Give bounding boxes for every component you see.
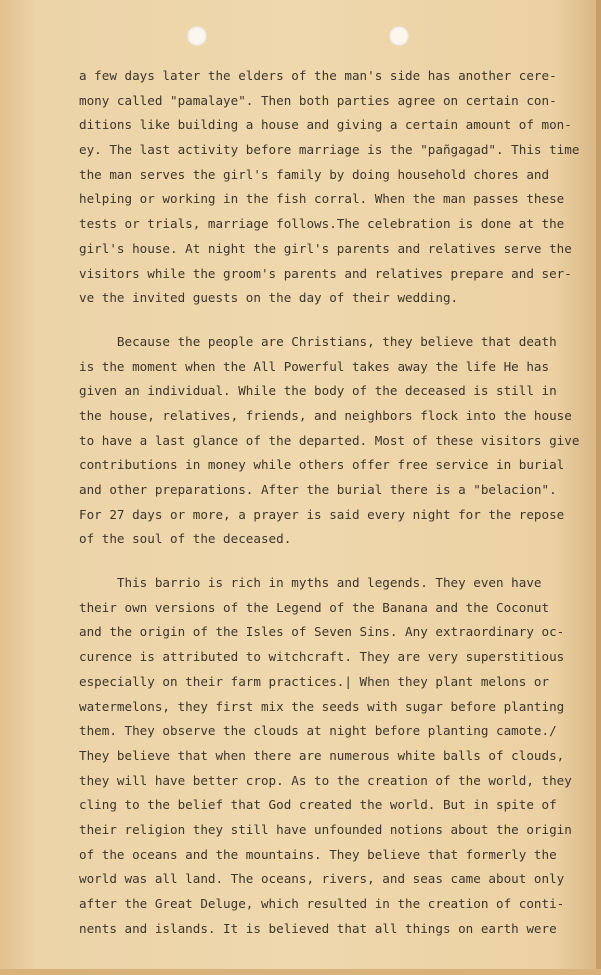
body-text (79, 64, 579, 941)
paper-edge-right (596, 0, 601, 975)
text-line: they will have better crop. As to the creation of the world, they (79, 772, 572, 788)
paragraph-death-customs (79, 330, 579, 552)
text-line: especially on their farm practices.| When they plant melons or (79, 673, 550, 689)
text-line: the house, relatives, friends, and neighbors flock into the house (79, 407, 572, 423)
text-line: ve the invited guests on the day of their wedding. (79, 290, 459, 306)
text-line: given an individual. While the body of the deceased is still in (79, 383, 557, 399)
text-line: For 27 days or more, a prayer is said every night for the repose (79, 506, 565, 522)
text-line: girl's house. At night the girl's parents and relatives serve the (79, 240, 572, 256)
text-line: to have a last glance of the departed. Most of these visitors give (79, 432, 580, 448)
text-line: after the Great Deluge, which resulted in the creation of conti- (79, 896, 565, 911)
binder-hole-right (389, 26, 409, 46)
text-line: their own versions of the Legend of the Banana and the Coconut (79, 599, 550, 615)
paper-edge-bottom (0, 969, 601, 975)
text-line: a few days later the elders of the man's side has another cere- (79, 68, 557, 83)
text-line: helping or working in the fish corral. When the man passes these (79, 191, 565, 207)
paragraph-myths-legends (79, 571, 579, 941)
text-line: cling to the belief that God created the world. But in spite of (79, 797, 557, 813)
text-line: watermelons, they first mix the seeds with sugar before planting (79, 698, 565, 714)
text-line: contributions in money while others offer free service in burial (79, 457, 565, 473)
paragraph-marriage (79, 64, 579, 311)
text-line: and the origin of the Isles of Seven Sins. Any extraordinary oc- (79, 624, 565, 640)
text-line: and other preparations. After the burial there is a "belacion". (79, 482, 557, 497)
text-line: is the moment when the All Powerful takes away the life He has (79, 358, 550, 374)
text-line: Because the people are Christians, they believe that death (79, 333, 557, 349)
text-line: of the oceans and the mountains. They believe that formerly the (79, 846, 557, 862)
text-line: mony called "pamalaye". Then both parties agree on certain con- (79, 92, 557, 108)
text-line: ditions like building a house and giving a certain amount of mon- (79, 117, 572, 133)
text-line: them. They observe the clouds at night before planting camote./ (79, 723, 557, 739)
text-line: world was all land. The oceans, rivers, and seas came about only (79, 871, 565, 887)
text-line: They believe that when there are numerous white balls of clouds, (79, 747, 565, 763)
text-line: visitors while the groom's parents and relatives prepare and ser- (79, 265, 572, 281)
text-line: curence is attributed to witchcraft. They are very superstitious (79, 649, 565, 665)
text-line: ey. The last activity before marriage is the "pañgagad". This time (79, 142, 580, 158)
text-line: tests or trials, marriage follows.The celebration is done at the (79, 216, 565, 232)
binder-hole-left (187, 26, 207, 46)
text-line: This barrio is rich in myths and legends. They even have (79, 575, 542, 591)
text-line: the man serves the girl's family by doing household chores and (79, 166, 550, 182)
text-line: their religion they still have unfounded notions about the origin (79, 821, 572, 837)
text-line: nents and islands. It is believed that all things on earth were (79, 920, 557, 936)
text-line: of the soul of the deceased. (79, 531, 292, 547)
